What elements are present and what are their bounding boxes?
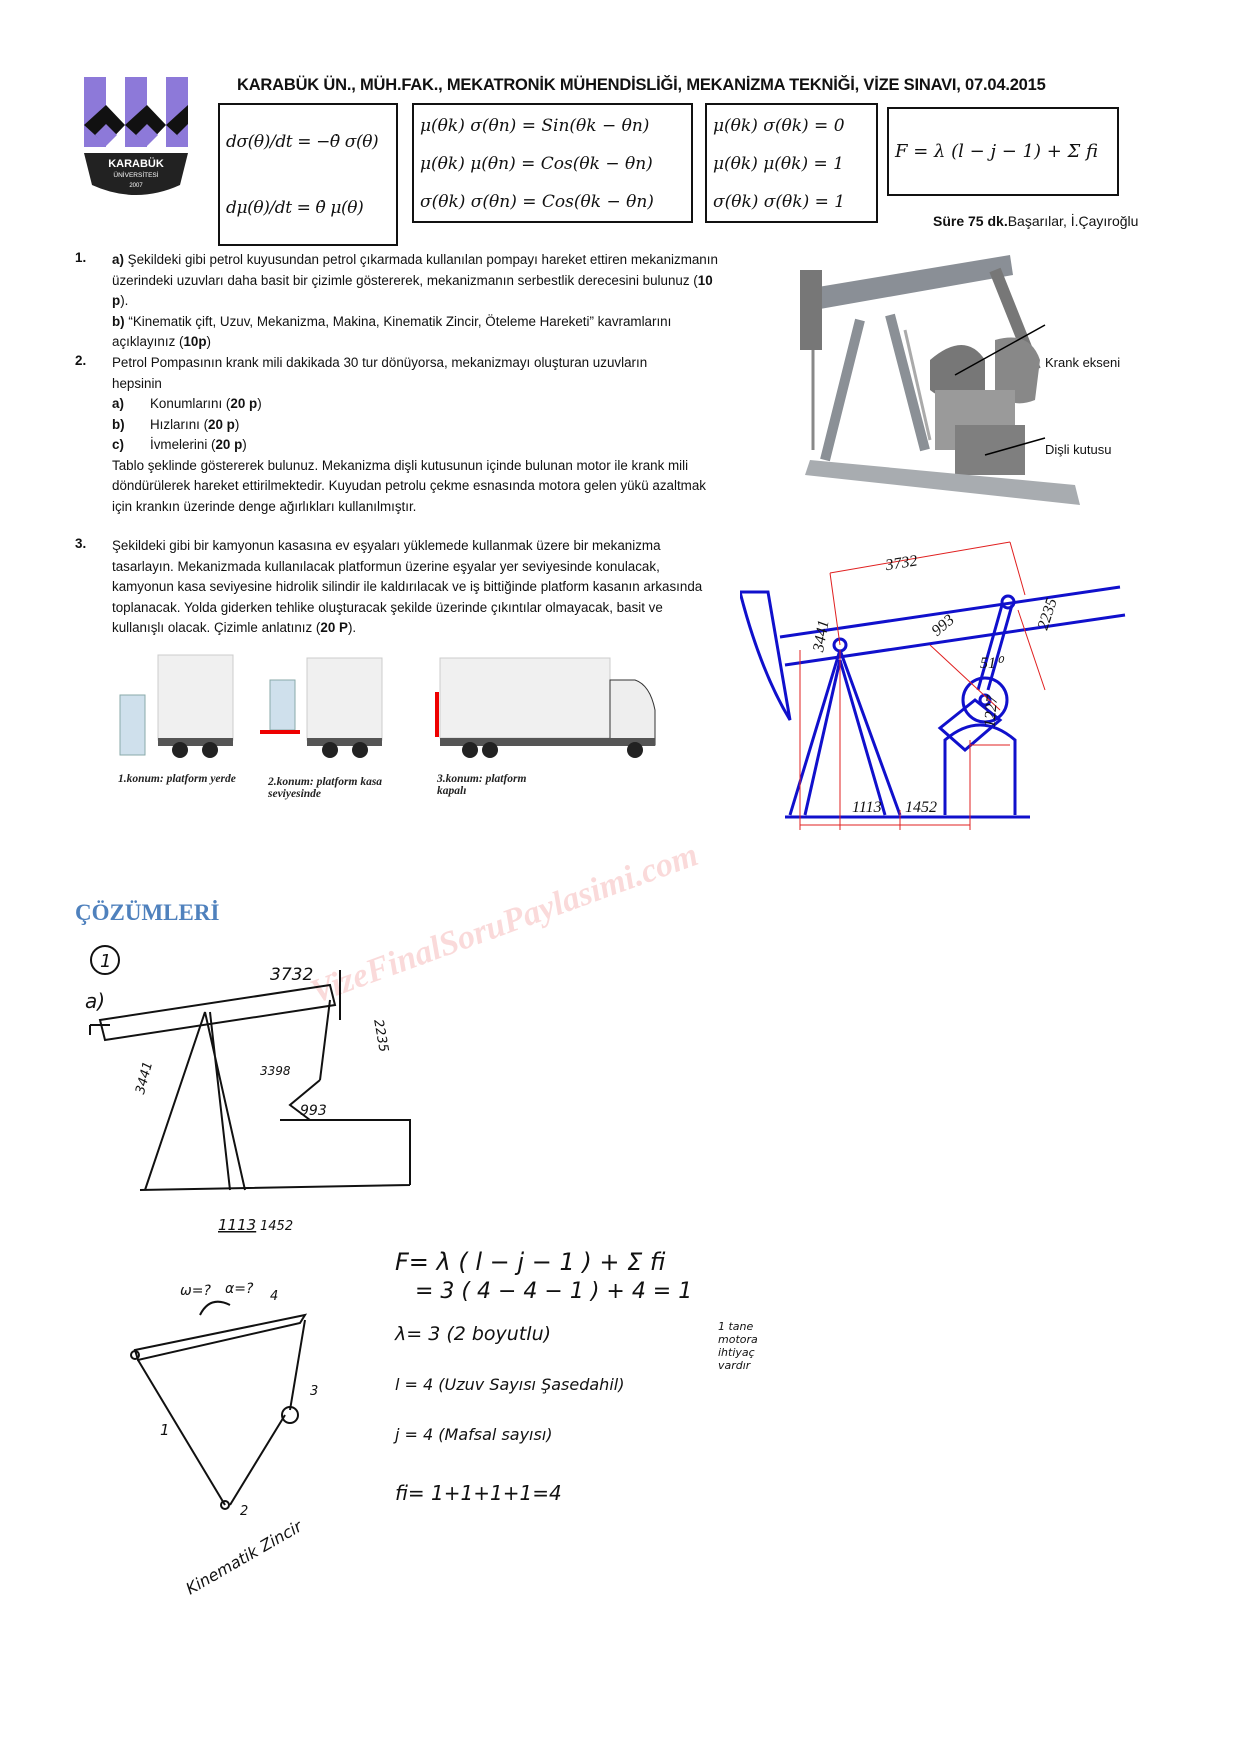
equation-line: = 3 ( 4 − 4 − 1 ) + 4 = 1 (415, 1279, 693, 1304)
sketch-dim: 1452 (260, 1219, 294, 1234)
question-number: 1. (75, 250, 87, 265)
formula: μ(θk) μ(θk) = 1 (713, 154, 844, 174)
equation-line: j = 4 (Mafsal sayısı) (395, 1425, 553, 1444)
equation-line: l = 4 (Uzuv Sayısı Şasedahil) (395, 1375, 625, 1394)
punct: ). (347, 620, 357, 635)
item-text: İvmelerini ( (150, 437, 216, 452)
equation-line: F= λ ( l − j − 1 ) + Σ fi (395, 1248, 666, 1276)
item-text: Konumlarını ( (150, 396, 231, 411)
link-2-label: 2 (240, 1504, 249, 1519)
points: 20 p (208, 416, 235, 432)
sketch-dim: 3441 (133, 1060, 157, 1096)
motor-note: 1 tane motora ihtiyaç vardır (718, 1320, 758, 1372)
unit-vector-formulas (705, 103, 878, 223)
dim-993: 993 (928, 611, 958, 640)
duration: Süre 75 dk. (933, 213, 1008, 229)
sketch-dim: 993 (300, 1103, 327, 1119)
equation-line: λ= 3 (2 boyutlu) (395, 1323, 552, 1345)
solution-number: 1 (100, 951, 112, 972)
points: 10p (183, 334, 207, 349)
formula: μ(θk) σ(θk) = 0 (713, 116, 845, 136)
sketch-dim: 3732 (270, 965, 314, 985)
truck-stage-1 (120, 655, 233, 758)
truck-stage-3 (435, 658, 655, 758)
pumpjack-dimension-drawing (740, 540, 1150, 855)
kinematic-chain-label: Kinematik Zincir (182, 1516, 306, 1599)
item-text: Hızlarını ( (150, 416, 209, 432)
question-number: 3. (75, 536, 87, 551)
dim-1227: 1227 (981, 694, 1002, 729)
dim-angle-51: 51⁰ (980, 655, 1003, 672)
points: 20 P (320, 620, 348, 635)
punct: ) (257, 396, 262, 411)
dim-3441: 3441 (810, 618, 833, 654)
greeting: Başarılar, İ.Çayıroğlu (1007, 213, 1139, 229)
dim-1452: 1452 (905, 799, 937, 816)
points: 20 p (230, 396, 258, 411)
formula: σ(θk) σ(θn) = Cos(θk − θn) (420, 192, 654, 212)
pumpjack-photo (795, 250, 1095, 525)
part-label: c) (112, 437, 124, 452)
caption-stage-2: 2.konum: platform kasa seviyesinde (268, 776, 383, 800)
solution-part: a) (85, 989, 106, 1013)
punct: ) (242, 437, 247, 452)
question-text: “Kinematik çift, Uzuv, Mekanizma, Makina, Kinematik Zincir, Öteleme Hareketi” kavramlarını açıklayınız ( (112, 313, 672, 349)
kinematic-chain-sketch (120, 1275, 360, 1605)
watermark: VizeFinalSoruPaylasimi.com (305, 836, 703, 1011)
part-label: b) (112, 416, 125, 432)
svg-text:KARABÜK: KARABÜK (108, 158, 164, 170)
sketch-dim: 1113 (218, 1216, 257, 1234)
points: 20 p (215, 437, 243, 452)
sketch-dim: 2235 (370, 1018, 391, 1054)
question-text: Şekildeki gibi bir kamyonun kasasına ev eşyaları yüklemede kullanmak üzere bir mekanizma tasarlayın. Mekanizmada kullanılacak platformun üzerine eşyalar yer seviyesinde konulacak, kamyonun kasa seviyesine hidrolik silindir ile kaldırılacak ve iş bittiğinde platform kasanın arkasında toplanacak. Yolda giderken tehlike oluşturacak şekilde üzerinde çıkıntılar olmayacak, basit ve kullanışlı olacak. Çizimle anlatınız ( (112, 538, 703, 635)
formula: μ(θk) σ(θn) = Sin(θk − θn) (420, 116, 650, 136)
solutions-heading: ÇÖZÜMLERİ (75, 900, 220, 925)
link-3-label: 3 (310, 1384, 319, 1399)
points: 10 p (112, 272, 713, 308)
formula: μ(θk) μ(θn) = Cos(θk − θn) (420, 154, 653, 174)
part-label: b) (112, 313, 125, 329)
formula: dσ(θ)/dt = −θ̇ σ(θ) (226, 132, 379, 152)
svg-text:ÜNİVERSİTESİ: ÜNİVERSİTESİ (113, 172, 159, 179)
exam-title: KARABÜK ÜN., MÜH.FAK., MEKATRONİK MÜHENDİSLİĞİ, MEKANİZMA TEKNİĞİ, VİZE SINAVI, 07.04.2015 (237, 76, 1046, 94)
punct: ) (234, 416, 240, 432)
link-4-label: 4 (270, 1289, 279, 1304)
derivative-formulas (218, 103, 398, 246)
formula: σ(θk) σ(θk) = 1 (713, 192, 846, 212)
dim-3732: 3732 (884, 552, 919, 575)
part-label: a) (112, 396, 124, 411)
dot-product-formulas (412, 103, 693, 223)
omega-label: ω=? (180, 1283, 211, 1299)
duration-line (933, 213, 1138, 229)
formula: F = λ (l − j − 1) + Σ fi (895, 141, 1099, 162)
part-label: a) (112, 252, 124, 267)
sketch-dim: 3398 (260, 1064, 291, 1078)
formula: dμ(θ)/dt = θ̇ μ(θ) (226, 198, 364, 218)
grubler-formula (887, 107, 1119, 196)
question-text: Tablo şeklinde göstererek bulunuz. Mekanizma dişli kutusunun içinde bulunan motor ile krank mili döndürülerek hareket ettirilmektedir. Kuyudan petrolu çekme esnasında motora gelen yükü azaltmak için krankın üzerinde denge ağırlıkları kullanılmıştır. (112, 457, 706, 514)
svg-text:2007: 2007 (129, 183, 143, 189)
question-text: Şekildeki gibi petrol kuyusundan petrol çıkarmada kullanılan pompayı hareket ettiren mekanizmanın üzerindeki uzuvları daha basit bir çizimle göstererek, mekanizmanın serbestlik derecesini bulunuz ( (112, 252, 718, 288)
caption-stage-1: 1.konum: platform yerde (118, 773, 236, 785)
question-2 (112, 353, 712, 517)
punct: ). (120, 293, 129, 308)
equation-line: fi= 1+1+1+1=4 (395, 1481, 562, 1505)
caption-stage-3: 3.konum: platform kapalı (437, 773, 527, 797)
question-number: 2. (75, 353, 87, 368)
dim-1113: 1113 (852, 799, 882, 816)
question-3 (112, 536, 717, 639)
truck-stage-2 (260, 658, 382, 758)
punct: ) (206, 334, 211, 349)
university-logo (80, 75, 192, 197)
alpha-label: α=? (225, 1281, 254, 1297)
question-text: Petrol Pompasının krank mili dakikada 30 tur dönüyorsa, mekanizmayı oluşturan uzuvların hepsinin (112, 355, 648, 391)
dof-calculation (390, 1240, 710, 1530)
question-1 (112, 250, 722, 353)
label-crank-axis: Krank ekseni (1045, 355, 1121, 370)
dim-2235: 2235 (1034, 596, 1061, 632)
solution-1a-sketch (80, 940, 420, 1250)
label-gearbox: Dişli kutusu (1045, 442, 1112, 457)
link-1-label: 1 (160, 1421, 170, 1439)
